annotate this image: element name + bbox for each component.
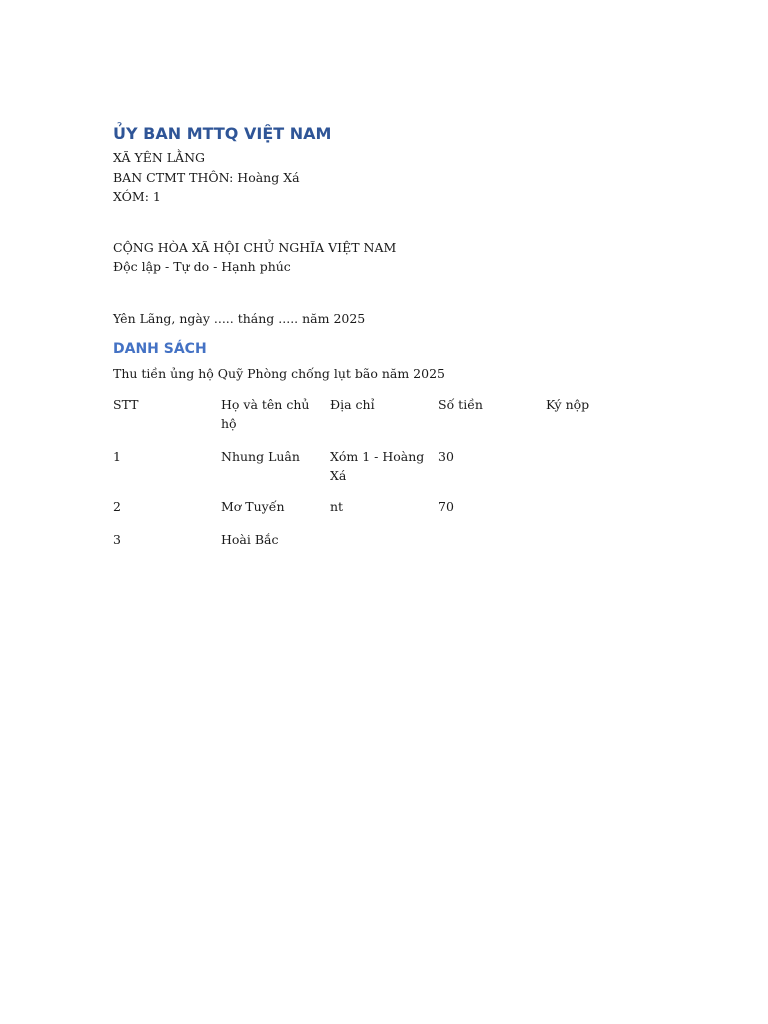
hamlet-line: XÓM: 1 [113,189,161,204]
commune-line: XÃ YÊN LẰNG [113,150,205,165]
org-title: ỦY BAN MTTQ VIỆT NAM [113,124,332,143]
table-cell-stt: 3 [113,532,121,547]
column-header-signature: Ký nộp [546,397,590,412]
table-cell-amount: 30 [438,449,454,464]
table-cell-stt: 1 [113,449,121,464]
table-cell-name: Hoài Bắc [221,532,279,547]
date-line: Yên Lãng, ngày ..... tháng ..... năm 2025 [113,311,366,326]
list-title: DANH SÁCH [113,341,207,357]
national-slogan: Độc lập - Tự do - Hạnh phúc [113,259,291,274]
list-subtitle: Thu tiền ủng hộ Quỹ Phòng chống lụt bão năm 2025 [113,366,445,381]
table-cell-address: nt [330,499,344,514]
table-cell-name: Nhung Luân [221,449,300,464]
table-cell-stt: 2 [113,499,121,514]
table-cell-name: Mơ Tuyến [221,499,285,514]
column-header-name: Họ và tên chủ hộ [221,397,310,431]
column-header-address: Địa chỉ [330,397,375,412]
table-cell-address: Xóm 1 - Hoàng Xá [330,449,425,483]
column-header-stt: STT [113,397,139,412]
country-name: CỘNG HÒA XÃ HỘI CHỦ NGHĨA VIỆT NAM [113,240,397,255]
column-header-amount: Số tiền [438,397,483,412]
committee-line: BAN CTMT THÔN: Hoàng Xá [113,170,300,185]
table-cell-amount: 70 [438,499,454,514]
